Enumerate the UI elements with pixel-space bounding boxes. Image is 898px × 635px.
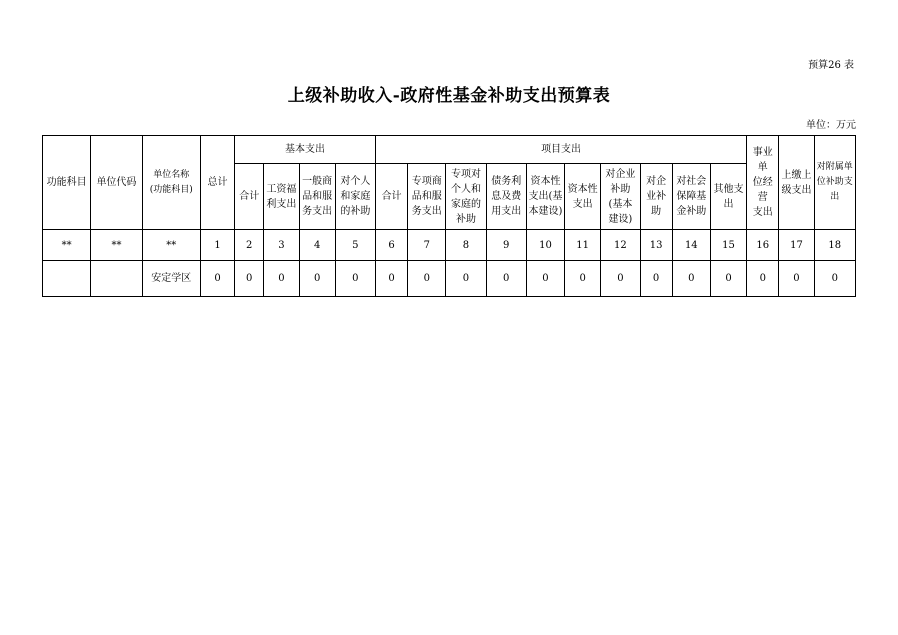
unit-name-cell: 安定学区 — [142, 261, 200, 297]
index-cell: 10 — [526, 230, 564, 261]
header-project-goods: 专项商 品和服 务支出 — [408, 164, 446, 230]
header-project-enterprise: 对企 业补 助 — [640, 164, 672, 230]
header-total: 总计 — [200, 136, 234, 230]
index-cell: 6 — [375, 230, 407, 261]
header-project-other: 其他支 出 — [710, 164, 746, 230]
form-number: 预算26 表 — [808, 60, 854, 71]
header-project-total: 合计 — [375, 164, 407, 230]
value-cell: 0 — [747, 261, 779, 297]
value-cell: 0 — [640, 261, 672, 297]
header-project-debt: 债务利 息及费 用支出 — [486, 164, 526, 230]
header-remit-superior: 上缴上 级支出 — [779, 136, 814, 230]
table-row — [43, 261, 856, 297]
value-cell: 0 — [601, 261, 640, 297]
index-cell: 8 — [446, 230, 486, 261]
value-cell: 0 — [446, 261, 486, 297]
index-cell: ** — [142, 230, 200, 261]
index-cell: ** — [43, 230, 91, 261]
unit-label: 单位：万元 — [806, 120, 856, 131]
header-func-subject: 功能科目 — [43, 136, 91, 230]
index-cell: 1 — [200, 230, 234, 261]
header-project-social-security: 对社会 保障基 金补助 — [672, 164, 710, 230]
index-cell: 18 — [814, 230, 855, 261]
index-cell: 12 — [601, 230, 640, 261]
index-cell: 17 — [779, 230, 814, 261]
value-cell: 0 — [264, 261, 299, 297]
value-cell: 0 — [672, 261, 710, 297]
header-row-1 — [43, 136, 856, 164]
index-cell: 15 — [710, 230, 746, 261]
index-cell: 2 — [235, 230, 264, 261]
index-cell: 4 — [299, 230, 335, 261]
value-cell: 0 — [375, 261, 407, 297]
value-cell: 0 — [335, 261, 375, 297]
value-cell: 0 — [526, 261, 564, 297]
value-cell: 0 — [200, 261, 234, 297]
value-cell: 0 — [486, 261, 526, 297]
budget-table — [42, 135, 856, 297]
header-affiliate-subsidy: 对附属单 位补助支 出 — [814, 136, 855, 230]
header-project-group: 项目支出 — [375, 136, 746, 164]
page-title: 上级补助收入-政府性基金补助支出预算表 — [287, 86, 611, 106]
header-basic-household: 对个人 和家庭 的补助 — [335, 164, 375, 230]
header-unit-code: 单位代码 — [91, 136, 142, 230]
header-project-enterprise-basic: 对企业 补助 (基本 建设) — [601, 164, 640, 230]
header-basic-group: 基本支出 — [235, 136, 376, 164]
index-row — [43, 230, 856, 261]
index-cell: 16 — [747, 230, 779, 261]
value-cell: 0 — [565, 261, 601, 297]
value-cell: 0 — [408, 261, 446, 297]
header-operating-expense: 事业单 位经营 支出 — [747, 136, 779, 230]
value-cell: 0 — [235, 261, 264, 297]
value-cell: 0 — [814, 261, 855, 297]
unit-code-cell — [91, 261, 142, 297]
value-cell: 0 — [779, 261, 814, 297]
index-cell: 7 — [408, 230, 446, 261]
index-cell: 11 — [565, 230, 601, 261]
header-unit-name: 单位名称 (功能科目) — [142, 136, 200, 230]
header-project-capital-basic: 资本性 支出(基 本建设) — [526, 164, 564, 230]
header-project-household: 专项对 个人和 家庭的 补助 — [446, 164, 486, 230]
index-cell: 3 — [264, 230, 299, 261]
index-cell: ** — [91, 230, 142, 261]
index-cell: 14 — [672, 230, 710, 261]
index-cell: 5 — [335, 230, 375, 261]
index-cell: 13 — [640, 230, 672, 261]
value-cell: 0 — [710, 261, 746, 297]
value-cell: 0 — [299, 261, 335, 297]
header-basic-goods: 一般商 品和服 务支出 — [299, 164, 335, 230]
header-basic-wages: 工资福 利支出 — [264, 164, 299, 230]
index-cell: 9 — [486, 230, 526, 261]
header-project-capital: 资本性 支出 — [565, 164, 601, 230]
header-basic-total: 合计 — [235, 164, 264, 230]
func-subject-cell — [43, 261, 91, 297]
